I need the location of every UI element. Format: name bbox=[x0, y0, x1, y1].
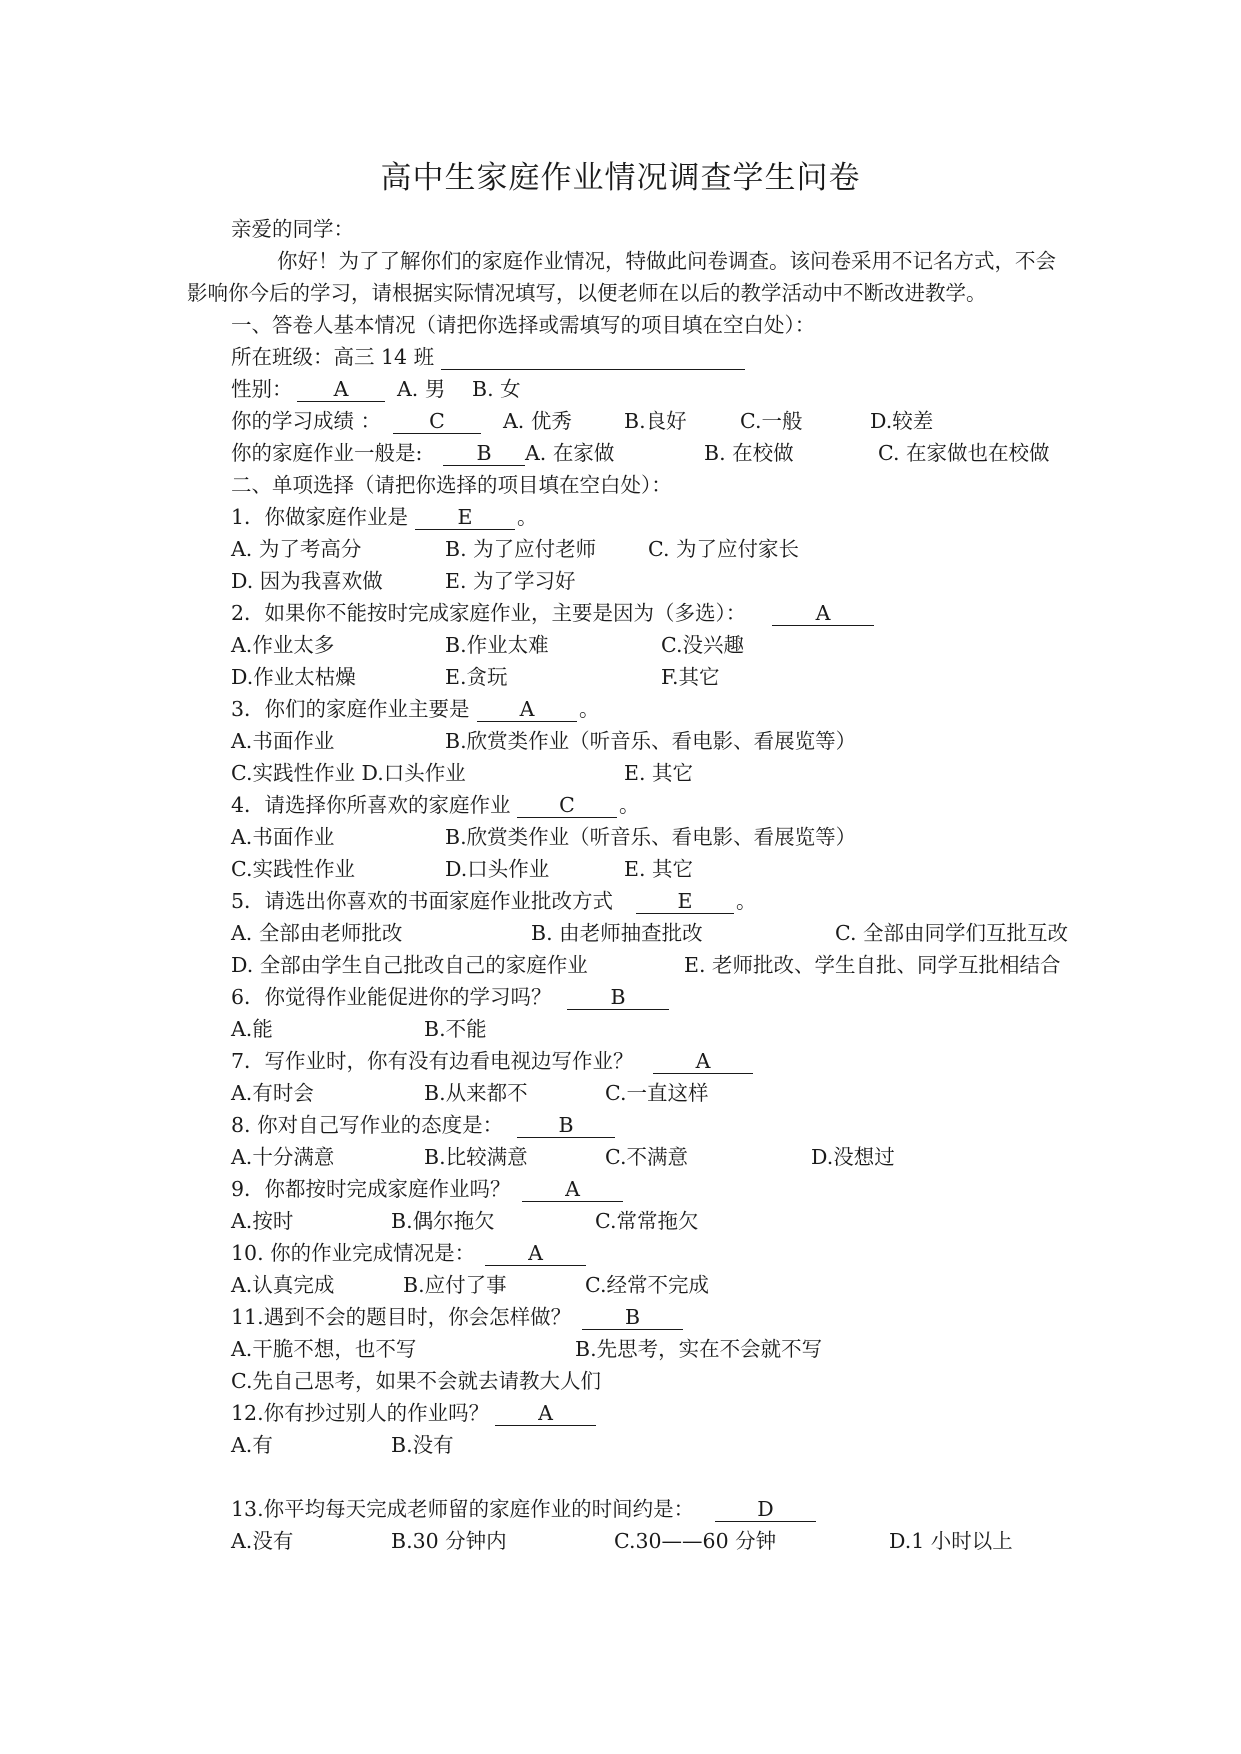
option: C.没兴趣 bbox=[661, 633, 744, 657]
option: A. 全部由老师批改 bbox=[231, 921, 403, 945]
option: D.1 小时以上 bbox=[889, 1529, 1013, 1553]
section1-heading: 一、答卷人基本情况（请把你选择或需填写的项目填在空白处）： bbox=[231, 313, 816, 337]
option: C.常常拖欠 bbox=[595, 1209, 699, 1233]
question-9-text: 9．你都按时完成家庭作业吗？ bbox=[231, 1177, 511, 1201]
grade-option-b: B.良好 bbox=[624, 409, 687, 433]
option: E. 老师批改、学生自批、同学互批相结合 bbox=[684, 953, 1061, 977]
option: B.从来都不 bbox=[424, 1081, 528, 1105]
option: A.有 bbox=[231, 1433, 273, 1457]
question-5-answer[interactable]: E bbox=[636, 886, 734, 914]
section2-heading: 二、单项选择（请把你选择的项目填在空白处）： bbox=[231, 473, 672, 497]
question-10-text: 10. 你的作业完成情况是： bbox=[231, 1241, 476, 1265]
question-12-text: 12.你有抄过别人的作业吗？ bbox=[231, 1401, 490, 1425]
question-2-text: 2．如果你不能按时完成家庭作业，主要是因为（多选）： bbox=[231, 601, 747, 625]
question-3-text: 3．你们的家庭作业主要是 bbox=[231, 697, 470, 721]
option: A.干脆不想，也不写 bbox=[231, 1337, 417, 1361]
gender-option-b: B. 女 bbox=[472, 377, 521, 401]
question-1-text: 1．你做家庭作业是 bbox=[231, 505, 409, 529]
place-option-b: B. 在校做 bbox=[704, 441, 794, 465]
question-7-answer[interactable]: A bbox=[653, 1046, 753, 1074]
question-2-answer[interactable]: A bbox=[772, 598, 874, 626]
option: B.先思考，实在不会就不写 bbox=[575, 1337, 823, 1361]
question-12-answer[interactable]: A bbox=[495, 1398, 596, 1426]
option: A.书面作业 bbox=[231, 729, 335, 753]
question-3-suffix: 。 bbox=[579, 697, 600, 721]
option: C.经常不完成 bbox=[585, 1273, 709, 1297]
option: D. 全部由学生自己批改自己的家庭作业 bbox=[231, 953, 588, 977]
question-5-text: 5．请选出你喜欢的书面家庭作业批改方式 bbox=[231, 889, 614, 913]
option: C.先自己思考，如果不会就去请教大人们 bbox=[231, 1369, 601, 1393]
gender-label: 性别： bbox=[231, 377, 293, 401]
place-option-a: A. 在家做 bbox=[525, 441, 615, 465]
option: A.作业太多 bbox=[231, 633, 335, 657]
intro-line-1: 你好！为了了解你们的家庭作业情况，特做此问卷调查。该问卷采用不记名方式，不会 bbox=[277, 249, 1056, 273]
question-7-text: 7．写作业时，你有没有边看电视边写作业？ bbox=[231, 1049, 634, 1073]
option: A.有时会 bbox=[231, 1081, 314, 1105]
gender-option-a: A. 男 bbox=[397, 377, 446, 401]
option: C.一直这样 bbox=[605, 1081, 709, 1105]
option: A.按时 bbox=[231, 1209, 294, 1233]
option: C.30——60 分钟 bbox=[614, 1529, 777, 1553]
question-4-text: 4．请选择你所喜欢的家庭作业 bbox=[231, 793, 511, 817]
homework-place-answer[interactable]: B bbox=[443, 438, 525, 466]
option: C. 为了应付家长 bbox=[648, 537, 799, 561]
option: E. 其它 bbox=[624, 761, 693, 785]
option: E. 为了学习好 bbox=[445, 569, 576, 593]
grade-option-a: A. 优秀 bbox=[503, 409, 572, 433]
place-option-c: C. 在家做也在校做 bbox=[878, 441, 1050, 465]
option: A.认真完成 bbox=[231, 1273, 335, 1297]
question-11-text: 11.遇到不会的题目时，你会怎样做？ bbox=[231, 1305, 572, 1329]
option: B. 为了应付老师 bbox=[445, 537, 597, 561]
option: E. 其它 bbox=[624, 857, 693, 881]
option: B.作业太难 bbox=[445, 633, 549, 657]
option: B.30 分钟内 bbox=[391, 1529, 507, 1553]
question-8-text: 8. 你对自己写作业的态度是： bbox=[231, 1113, 504, 1137]
question-1-answer[interactable]: E bbox=[415, 502, 515, 530]
question-6-text: 6．你觉得作业能促进你的学习吗？ bbox=[231, 985, 552, 1009]
option: C. 全部由同学们互批互改 bbox=[835, 921, 1068, 945]
option: D.没想过 bbox=[811, 1145, 895, 1169]
question-13-answer[interactable]: D bbox=[715, 1494, 816, 1522]
option: A.没有 bbox=[231, 1529, 294, 1553]
question-13-text: 13.你平均每天完成老师留的家庭作业的时间约是： bbox=[231, 1497, 695, 1521]
question-1-suffix: 。 bbox=[517, 505, 538, 529]
option: B. 由老师抽查批改 bbox=[531, 921, 703, 945]
question-9-answer[interactable]: A bbox=[522, 1174, 623, 1202]
option: B.欣赏类作业（听音乐、看电影、看展览等） bbox=[445, 729, 857, 753]
class-blank[interactable] bbox=[441, 342, 745, 370]
question-3-answer[interactable]: A bbox=[477, 694, 577, 722]
gender-answer[interactable]: A bbox=[297, 374, 385, 402]
grade-answer[interactable]: C bbox=[393, 406, 481, 434]
grade-option-c: C.一般 bbox=[740, 409, 803, 433]
option: C.不满意 bbox=[605, 1145, 688, 1169]
question-11-answer[interactable]: B bbox=[582, 1302, 683, 1330]
option: B.偶尔拖欠 bbox=[391, 1209, 495, 1233]
option: D.口头作业 bbox=[445, 857, 550, 881]
option: E.贪玩 bbox=[445, 665, 508, 689]
option: B.没有 bbox=[391, 1433, 454, 1457]
option: A.书面作业 bbox=[231, 825, 335, 849]
question-5-suffix: 。 bbox=[736, 889, 757, 913]
grade-option-d: D.较差 bbox=[870, 409, 934, 433]
question-4-answer[interactable]: C bbox=[517, 790, 617, 818]
homework-place-label: 你的家庭作业一般是: bbox=[231, 441, 423, 465]
option: A.十分满意 bbox=[231, 1145, 335, 1169]
option: B.比较满意 bbox=[424, 1145, 528, 1169]
greeting: 亲爱的同学： bbox=[231, 217, 354, 241]
question-4-suffix: 。 bbox=[619, 793, 640, 817]
question-6-answer[interactable]: B bbox=[567, 982, 669, 1010]
page-title: 高中生家庭作业情况调查学生问卷 bbox=[380, 160, 861, 196]
option: A.能 bbox=[231, 1017, 273, 1041]
option: F.其它 bbox=[661, 665, 720, 689]
option: C.实践性作业 bbox=[231, 857, 355, 881]
intro-line-2: 影响你今后的学习，请根据实际情况填写，以便老师在以后的教学活动中不断改进教学。 bbox=[187, 281, 987, 305]
question-8-answer[interactable]: B bbox=[517, 1110, 615, 1138]
option: B.欣赏类作业（听音乐、看电影、看展览等） bbox=[445, 825, 857, 849]
option: C.实践性作业 D.口头作业 bbox=[231, 761, 466, 785]
option: B.不能 bbox=[424, 1017, 487, 1041]
option: B.应付了事 bbox=[403, 1273, 507, 1297]
question-10-answer[interactable]: A bbox=[485, 1238, 586, 1266]
grade-label: 你的学习成绩 ： bbox=[231, 409, 382, 433]
option: A. 为了考高分 bbox=[231, 537, 362, 561]
option: D.作业太枯燥 bbox=[231, 665, 356, 689]
option: D. 因为我喜欢做 bbox=[231, 569, 383, 593]
class-label: 所在班级：高三 14 班 bbox=[231, 345, 435, 369]
